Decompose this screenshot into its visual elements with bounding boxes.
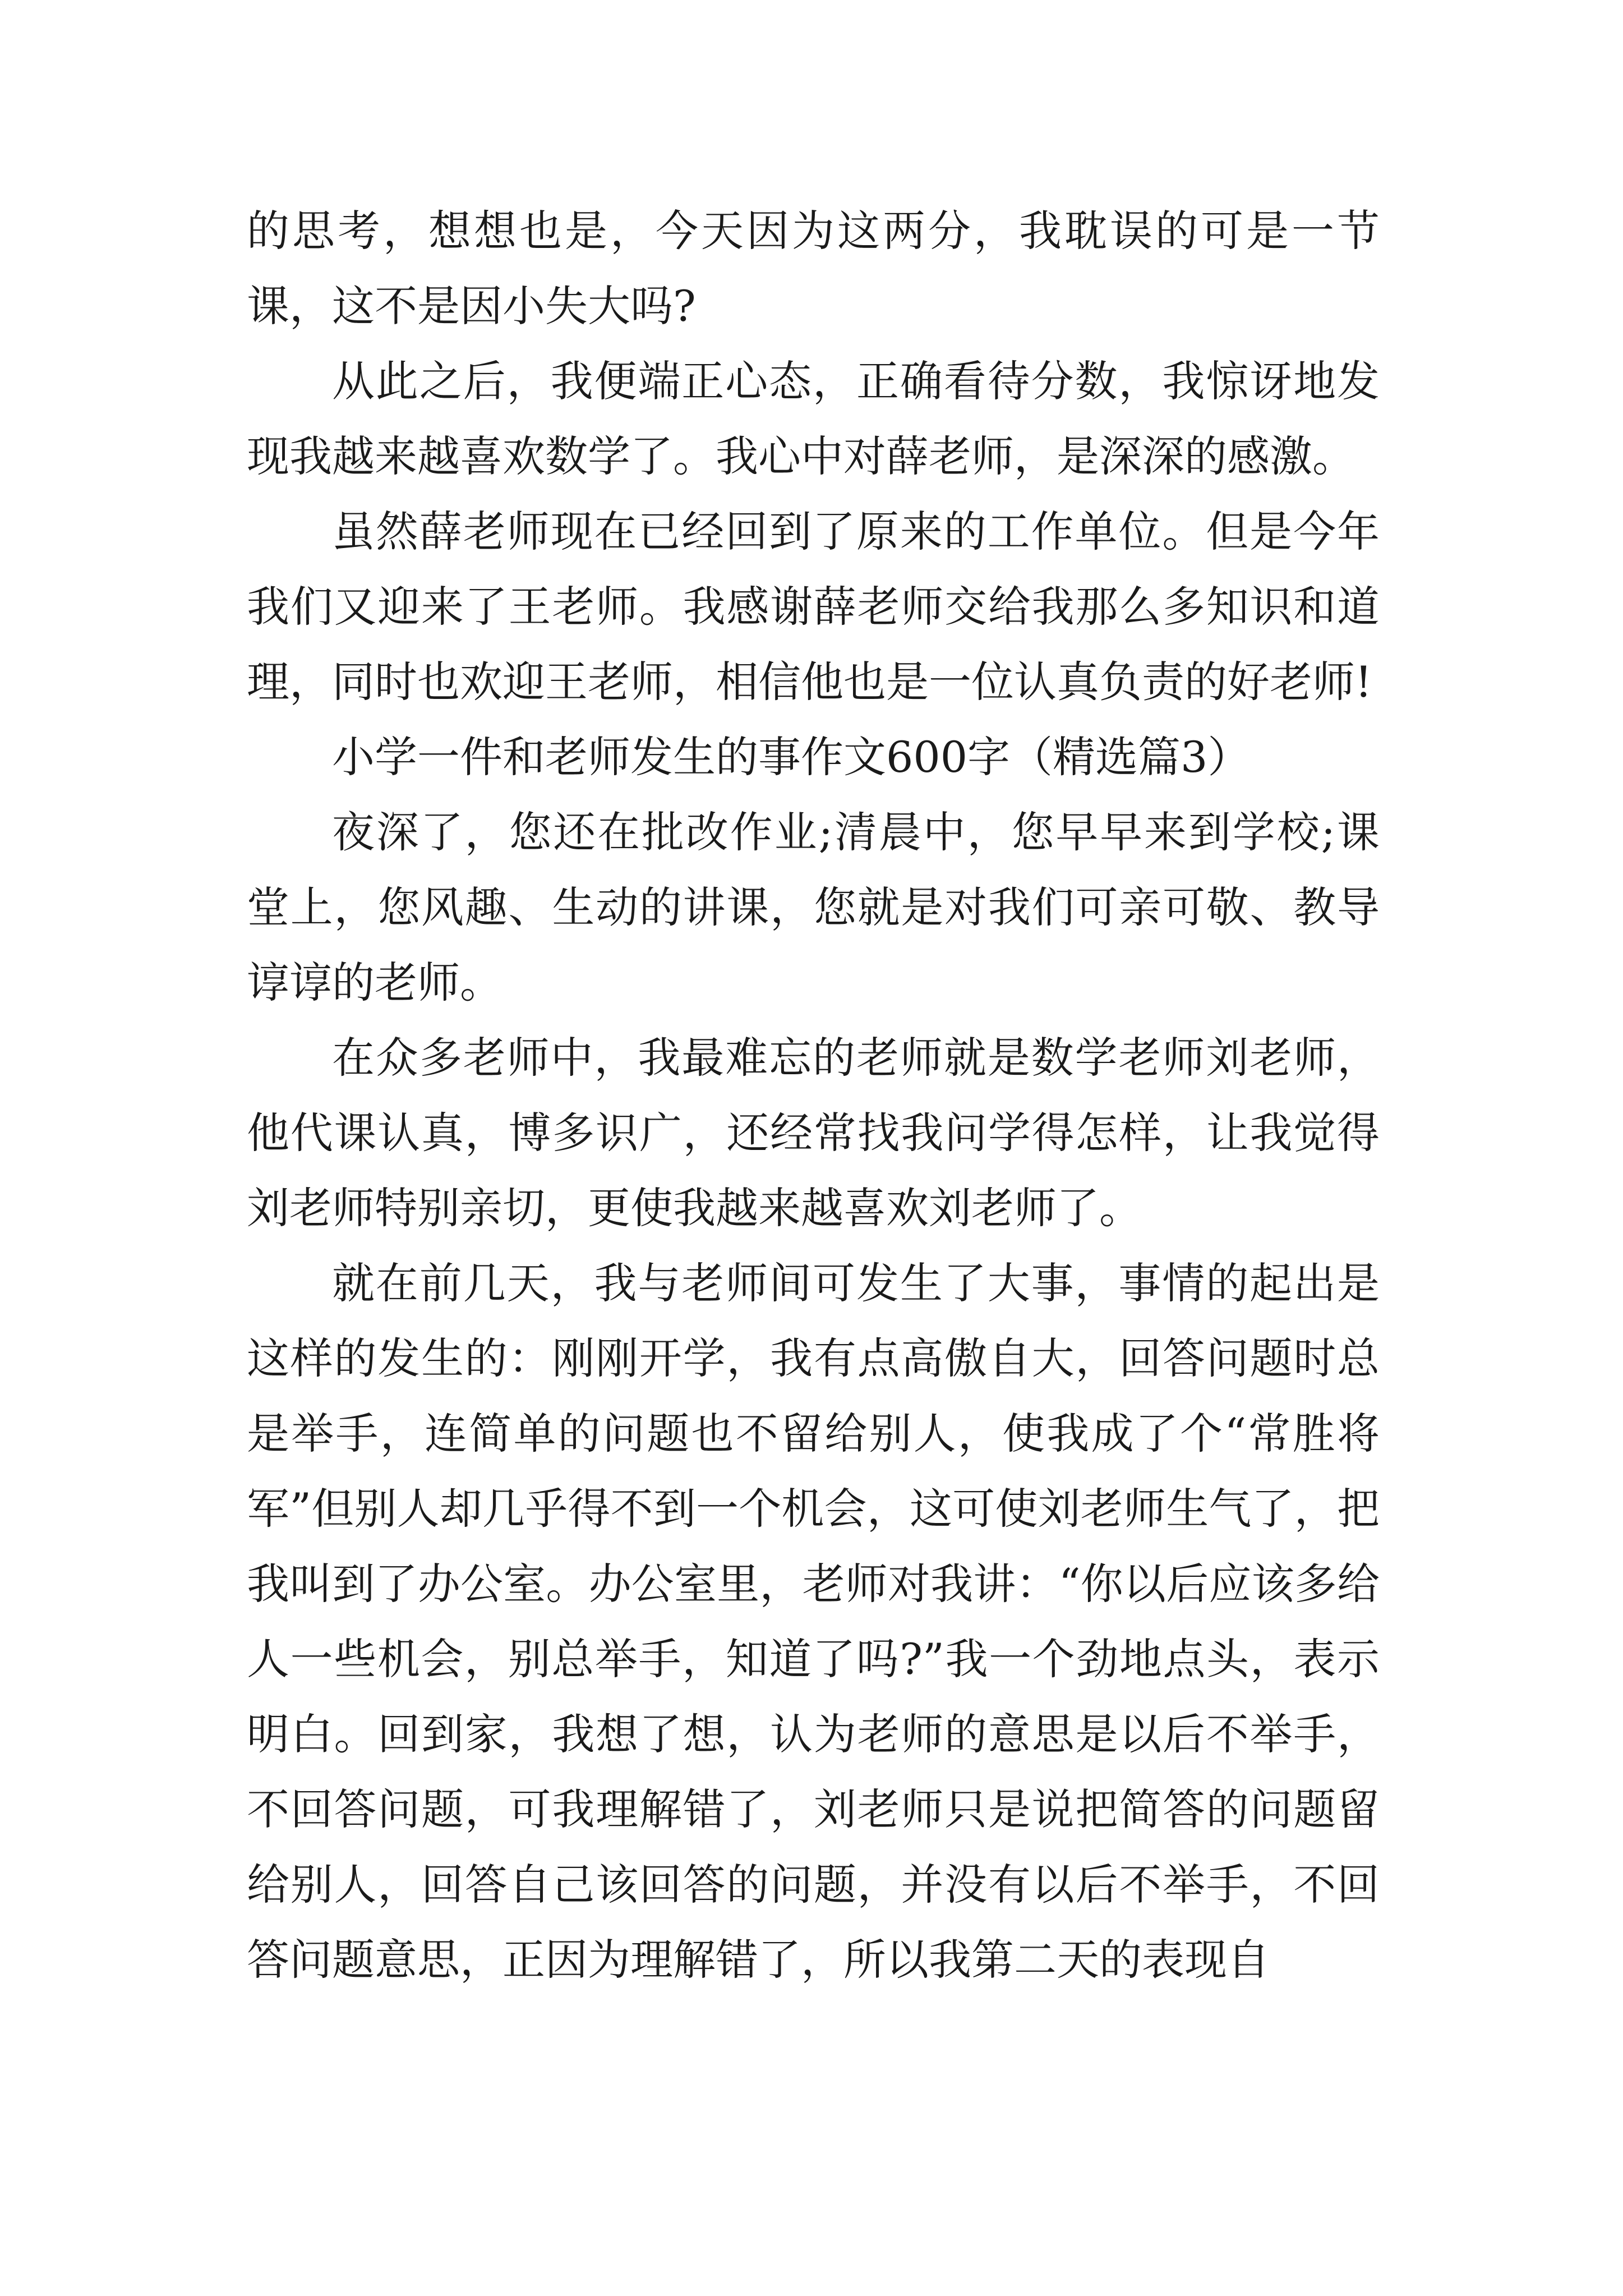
section-heading: 小学一件和老师发生的事作文600字（精选篇3） xyxy=(332,732,1251,782)
paragraph: 夜深了，您还在批改作业;清晨中，您早早来到学校;课堂上，您风趣、生动的讲课，您就是对我们可亲可敬、教导谆谆的老师。 xyxy=(247,807,1380,1007)
paragraph: 在众多老师中，我最难忘的老师就是数学老师刘老师，他代课认真，博多识广，还经常找我问学得怎样，让我觉得刘老师特别亲切，更使我越来越喜欢刘老师了。 xyxy=(247,1033,1380,1233)
paragraph: 就在前几天，我与老师间可发生了大事，事情的起出是这样的发生的：刚刚开学，我有点高傲自大，回答问题时总是举手，连简单的问题也不留给别人，使我成了个“常胜将军”但别人却几乎得不到一个机会，这可使刘老师生气了，把我叫到了办公室。办公室里，老师对我讲：“你以后应该多给人一些机会，别总举手，知道了吗?”我一个劲地点头，表示明白。回到家，我想了想，认为老师的意思是以后不举手，不回答问题，可我理解错了，刘老师只是说把简答的问题留给别人，回答自己该回答的问题，并没有以后不举手，不回答问题意思，正因为理解错了，所以我第二天的表现自 xyxy=(247,1258,1380,1985)
paragraph: 虽然薛老师现在已经回到了原来的工作单位。但是今年我们又迎来了王老师。我感谢薛老师交给我那么多知识和道理，同时也欢迎王老师，相信他也是一位认真负责的好老师! xyxy=(247,507,1380,707)
document-body xyxy=(247,194,1380,1998)
paragraph-continuation: 的思考，想想也是，今天因为这两分，我耽误的可是一节课，这不是因小失大吗? xyxy=(247,206,1380,331)
paragraph: 从此之后，我便端正心态，正确看待分数，我惊讶地发现我越来越喜欢数学了。我心中对薛老师，是深深的感激。 xyxy=(247,356,1380,481)
